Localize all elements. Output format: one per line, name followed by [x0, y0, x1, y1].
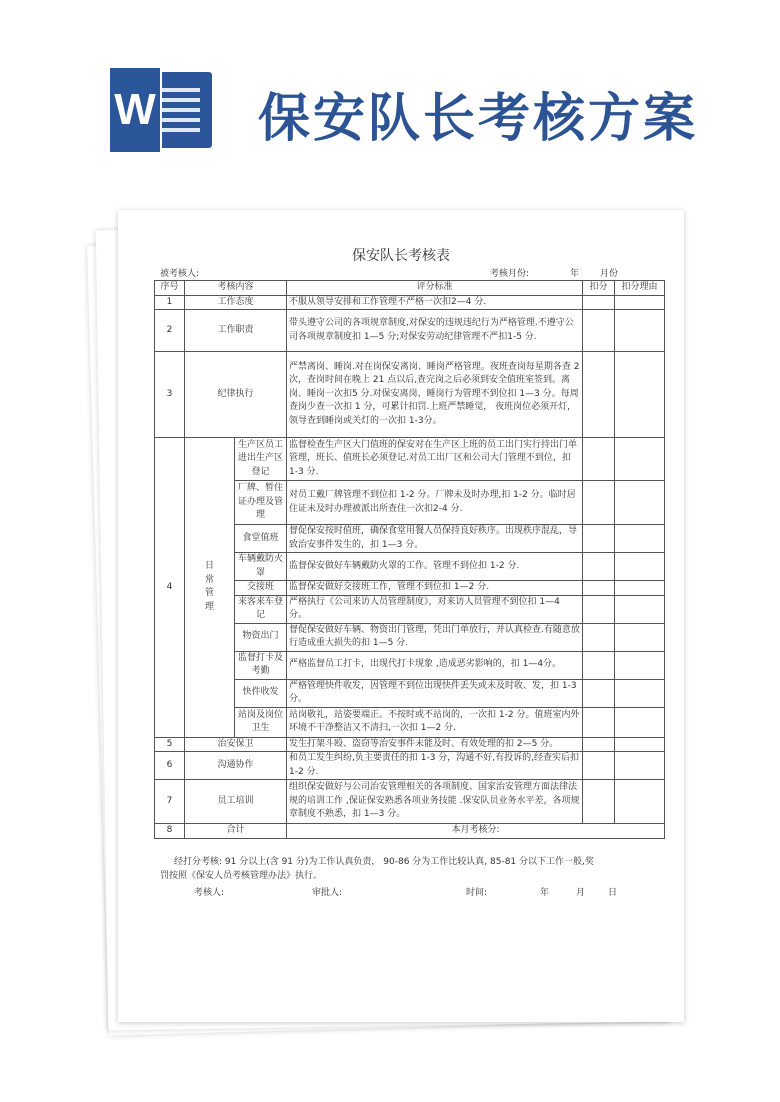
sign-month-label: 月 — [576, 888, 586, 898]
sub-item: 车辆戴防火罩 — [235, 553, 287, 581]
sub-item: 来客来车登记 — [235, 595, 287, 623]
sub-item: 交接班 — [235, 581, 287, 596]
reason-cell[interactable] — [615, 780, 665, 824]
row-no: 5 — [155, 737, 185, 752]
reason-cell[interactable] — [615, 752, 665, 780]
header-reason: 扣分理由 — [615, 281, 665, 296]
sign-day-label: 日 — [608, 888, 618, 898]
sub-criteria: 严格管理快件收发，因管理不到位出现快件丢失或未及时收、发，扣 1-3 分。 — [287, 679, 583, 707]
table-row — [155, 737, 665, 752]
sub-criteria: 站岗敬礼，站姿要端正。不按时或不站岗的，一次扣 1-2 分。值班室内外环境不干净整洁又不清扫,一次扣 1—2 分. — [287, 707, 583, 737]
deduction-cell[interactable] — [583, 481, 615, 525]
header-deduction: 扣分 — [583, 281, 615, 296]
word-icon-letter: W — [108, 66, 162, 154]
deduction-cell[interactable] — [583, 295, 615, 310]
approver-label: 审批人: — [312, 888, 343, 898]
sub-criteria: 严格监督员工打卡，出现代打卡现象 ,造成恶劣影响的，扣 1—4分。 — [287, 651, 583, 679]
reason-cell[interactable] — [615, 651, 665, 679]
sub-criteria: 对员工戴厂牌管理不到位扣 1-2 分。厂牌未及时办理,扣 1-2 分。临时居住证未及时办理被派出所查住一次扣2-4 分. — [287, 481, 583, 525]
year-label: 年 — [570, 269, 580, 279]
row-criteria: 和员工发生纠纷,负主要责任的扣 1-3 分，沟通不好,有投诉的,经查实后扣 1-2 分. — [287, 752, 583, 780]
footnote-line-1: 经打分考核: 91 分以上(含 91 分)为工作认真负责， 90-86 分为工作比较认真, 85-81 分以下工作一般,奖 — [174, 857, 594, 867]
sub-criteria: 督促保安按时值班，确保食堂用餐人员保持良好秩序。出现秩序混乱，导致治安事件发生的，扣 1—3 分。 — [287, 525, 583, 553]
reason-cell[interactable] — [615, 295, 665, 310]
header-banner — [0, 0, 780, 200]
row-no: 8 — [155, 824, 185, 839]
reason-cell[interactable] — [615, 553, 665, 581]
examinee-label: 被考核人: — [160, 269, 200, 279]
reason-cell[interactable] — [615, 481, 665, 525]
sub-criteria: 严格执行《公司来访人员管理制度》，对来访人员管理不到位扣 1—4 分。 — [287, 595, 583, 623]
sub-criteria: 监督保安做好车辆戴防火罩的工作。管理不到位扣 1-2 分. — [287, 553, 583, 581]
monthly-score-label: 本月考核分: — [287, 824, 665, 839]
table-row — [155, 295, 665, 310]
header-criteria: 评分标准 — [287, 281, 583, 296]
deduction-cell[interactable] — [583, 679, 615, 707]
row-criteria: 组织保安做好与公司治安管理相关的各项制度、国家治安管理方面法律法规的培训工作 ,保证保安熟悉各项业务技能 .保安队员业务水平差，各项规章制度不熟悉，扣 1—3 分。 — [287, 780, 583, 824]
deduction-cell[interactable] — [583, 651, 615, 679]
footnote-line-2: 罚按照《保安人员考核管理办法》执行。 — [160, 871, 323, 881]
row-item: 工作职责 — [185, 310, 287, 352]
table-row — [155, 438, 665, 481]
table-row — [155, 352, 665, 438]
row-item: 合计 — [185, 824, 287, 839]
deduction-cell[interactable] — [583, 352, 615, 438]
table-row — [155, 780, 665, 824]
reason-cell[interactable] — [615, 438, 665, 481]
reason-cell[interactable] — [615, 707, 665, 737]
row-no: 3 — [155, 352, 185, 438]
time-label: 时间: — [466, 888, 488, 898]
group-label-daily-management: 日常管理 — [185, 438, 235, 738]
month-label: 考核月份: — [490, 269, 530, 279]
deduction-cell[interactable] — [583, 707, 615, 737]
assessment-table — [154, 280, 665, 839]
deduction-cell[interactable] — [583, 581, 615, 596]
deduction-cell[interactable] — [583, 737, 615, 752]
document-title: 保安队长考核表 — [352, 248, 450, 264]
row-item: 治安保卫 — [185, 737, 287, 752]
row-criteria: 发生打架斗殴、盗窃等治安事件未能及时、有效处理的扣 2—5 分。 — [287, 737, 583, 752]
info-row — [160, 266, 660, 280]
sign-year-label: 年 — [540, 888, 550, 898]
deduction-cell[interactable] — [583, 310, 615, 352]
deduction-cell[interactable] — [583, 623, 615, 651]
table-row-total — [155, 824, 665, 839]
reason-cell[interactable] — [615, 595, 665, 623]
sub-item: 物资出门 — [235, 623, 287, 651]
header-item: 考核内容 — [185, 281, 287, 296]
reason-cell[interactable] — [615, 352, 665, 438]
reason-cell[interactable] — [615, 679, 665, 707]
assessor-label: 考核人: — [194, 888, 225, 898]
sub-item: 厂牌、暂住证办理及管理 — [235, 481, 287, 525]
sub-item: 生产区员工进出生产区登记 — [235, 438, 287, 481]
row-criteria: 严禁离岗、睡岗.对在岗保安离岗、睡岗严格管理。夜班查岗每星期各查 2 次，查岗时间在晚上 21 点以后,查完岗之后必须到安全值班室签到。离岗、睡岗一次扣5 分.对保安离岗、睡岗行为管理不到位扣 1—3 分。每周查岗少查一次扣 1 分，可累计扣罚.上班严禁睡觉， 夜班岗位必须开灯， 领导查到睡岗或关灯的一次扣 1-3分。 — [287, 352, 583, 438]
row-no: 1 — [155, 295, 185, 310]
reason-cell[interactable] — [615, 581, 665, 596]
sub-item: 监督打卡及考勤 — [235, 651, 287, 679]
signature-row — [160, 885, 660, 899]
table-row — [155, 752, 665, 780]
row-no: 7 — [155, 780, 185, 824]
reason-cell[interactable] — [615, 525, 665, 553]
reason-cell[interactable] — [615, 623, 665, 651]
sub-criteria: 监督保安做好交接班工作，管理不到位扣 1—2 分. — [287, 581, 583, 596]
table-row — [155, 310, 665, 352]
deduction-cell[interactable] — [583, 752, 615, 780]
reason-cell[interactable] — [615, 310, 665, 352]
sub-item: 快件收发 — [235, 679, 287, 707]
header-no: 序号 — [155, 281, 185, 296]
banner-title: 保安队长考核方案 — [258, 88, 699, 149]
month-unit-label: 月份 — [600, 269, 619, 279]
sub-criteria: 督促保安做好车辆、物资出门管理，凭出门单放行，并认真检查.有随意放行造成重大损失的扣 1—5 分. — [287, 623, 583, 651]
row-criteria: 不服从领导安排和工作管理不严格一次扣2—4 分. — [287, 295, 583, 310]
deduction-cell[interactable] — [583, 595, 615, 623]
row-criteria: 带头遵守公司的各项规章制度,对保安的违规违纪行为严格管理.不遵守公司各项规章制度扣 1—5 分;对保安劳动纪律管理不严扣1-5 分. — [287, 310, 583, 352]
row-item: 沟通协作 — [185, 752, 287, 780]
sub-item: 站岗及岗位卫生 — [235, 707, 287, 737]
table-header-row — [155, 281, 665, 296]
row-no: 2 — [155, 310, 185, 352]
row-no: 6 — [155, 752, 185, 780]
deduction-cell[interactable] — [583, 438, 615, 481]
row-item: 纪律执行 — [185, 352, 287, 438]
row-item: 工作态度 — [185, 295, 287, 310]
sub-item: 食堂值班 — [235, 525, 287, 553]
word-document-icon — [108, 66, 216, 154]
document-page — [118, 210, 684, 1022]
deduction-cell[interactable] — [583, 553, 615, 581]
sub-criteria: 监督检查生产区大门值班的保安对在生产区上班的员工出门实行持出门单管理，班长、值班长必须登记.对员工出厂区和公司大门管理不到位，扣 1-3 分. — [287, 438, 583, 481]
deduction-cell[interactable] — [583, 525, 615, 553]
deduction-cell[interactable] — [583, 780, 615, 824]
reason-cell[interactable] — [615, 737, 665, 752]
row-no: 4 — [155, 438, 185, 738]
row-item: 员工培训 — [185, 780, 287, 824]
